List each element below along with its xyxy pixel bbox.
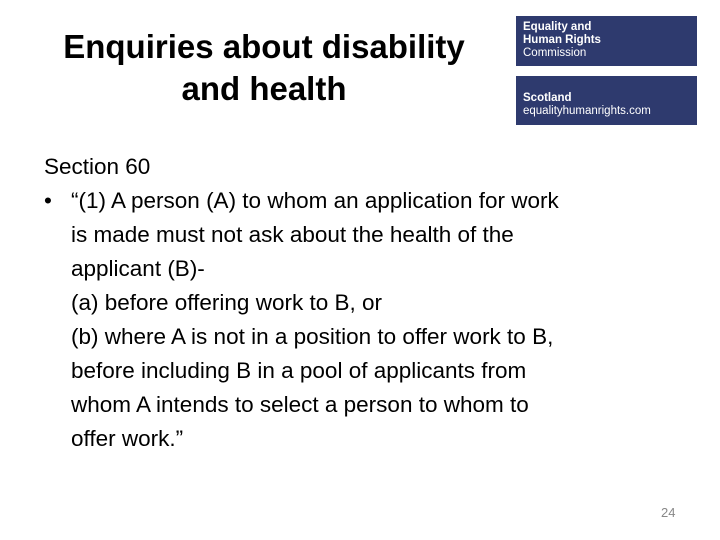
logo-website: equalityhumanrights.com — [523, 105, 651, 117]
body-line-3: applicant (B)- — [71, 256, 205, 281]
body-line-2: is made must not ask about the health of the — [71, 222, 514, 247]
scotland-logo — [516, 76, 697, 125]
body-line-7: whom A intends to select a person to whom to — [71, 392, 529, 417]
bullet-item — [44, 184, 684, 218]
slide-title — [24, 26, 504, 110]
slide-title-line-2: and health — [181, 70, 347, 107]
section-heading: Section 60 — [44, 154, 151, 179]
page-number: 24 — [661, 505, 676, 520]
body-line-4: (a) before offering work to B, or — [71, 290, 382, 315]
slide-body — [44, 150, 684, 456]
logo-scotland-label: Scotland — [523, 92, 572, 104]
logo-text-line-1: Equality and — [523, 21, 592, 33]
body-line-8: offer work.” — [71, 426, 184, 451]
body-line-6: before including B in a pool of applicants from — [71, 358, 527, 383]
body-line-5: (b) where A is not in a position to offer work to B, — [71, 324, 554, 349]
logo-text-line-2: Human Rights — [523, 34, 601, 46]
ehrc-logo — [516, 16, 697, 66]
logo-text-line-3: Commission — [523, 47, 587, 59]
bullet-marker: • — [44, 188, 52, 213]
body-line-1: “(1) A person (A) to whom an application for work — [71, 188, 559, 213]
slide-title-line-1: Enquiries about disability — [63, 28, 465, 65]
